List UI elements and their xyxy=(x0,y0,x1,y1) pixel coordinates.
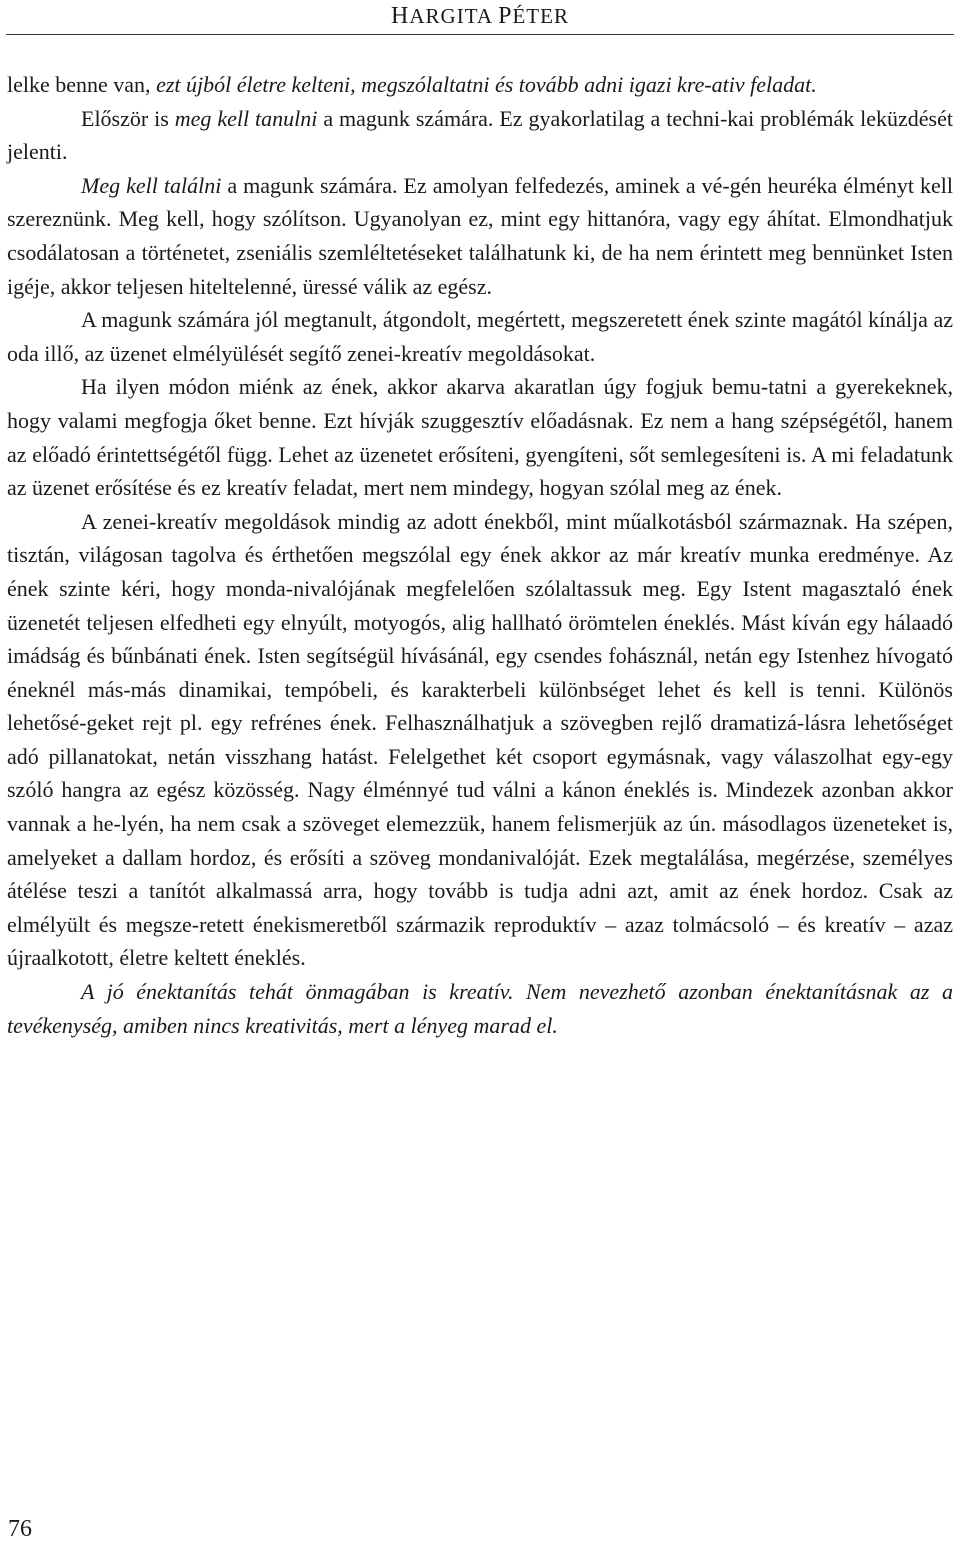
paragraph xyxy=(7,975,953,1042)
text-run: a magunk számára. Ez amolyan felfedezés, aminek a vé-gén heuréka élményt kell szereznünk. Meg kell, hogy szólítson. Ugyanolyan ez, mint egy hittanóra, vagy egy áhítat. Elmondhatjuk csodálatosan a történetet, zseniális szemléltetéseket találhatunk ki, de ha nem érintett meg bennünket Isten igéje, akkor teljesen hiteltelenné, üressé válik az egész. xyxy=(7,172,954,299)
header-title-initial-h: H xyxy=(391,3,410,29)
italic-text: Meg kell találni xyxy=(81,172,222,198)
text-run: A zenei-kreatív megoldások mindig az adott énekből, mint műalkotásból származnak. Ha szépen, tisztán, világosan tagolva és érthetően megszólal egy ének akkor az már kreatív munka eredménye. Az ének szinte kéri, hogy monda-nivalójának megfelelően szólaltassuk meg. Egy Istent magasztaló ének üzenetét teljesen elfedheti egy elnyúlt, motyogós, alig hallható örömtelen éneklés. Mást kíván egy hálaadó imádság és bűnbánati ének. Isten segítségül hívásánál, egy csendes fohásznál, netán egy Istenhez hívogató éneknél más-más dinamikai, tempóbeli, és karakterbeli különbséget lehet és kell is tenni. Különös lehetősé-geket rejt pl. egy refrénes ének. Felhasználhatjuk a szövegben rejlő dramatizá-lásra lehetőséget adó pillanatokat, netán visszhang hatást. Felelgethet két csoport egymásnak, vagy válaszolhat egy-egy szóló hangra az egész közösség. Nagy élménnyé tud válni a kánon éneklés is. Mindezek azonban akkor vannak a he-lyén, ha nem csak a szöveget elemezzük, hanem felismerjük az ún. másodlagos üzeneteket is, amelyeket a dallam hordoz, és erősíti a szöveg mondanivalóját. Ezek megtalálása, megérzése, személyes átélése teszi a tanítót alkalmassá arra, hogy tovább is tudja adni azt, amit az ének hordoz. Csak az elmélyült és megsze-retett énekismeretből származik reproduktív – azaz tolmácsoló – és kreatív – azaz újraalkotott, életre keltett éneklés. xyxy=(7,508,953,971)
page-number: 76 xyxy=(8,1516,32,1542)
header-divider xyxy=(6,34,954,35)
header-title-initial-p: P xyxy=(498,3,513,29)
paragraph xyxy=(7,303,953,370)
body-text xyxy=(7,68,953,1042)
italic-text: ezt újból életre kelteni, megszólaltatni és tovább adni igazi kre-ativ feladat. xyxy=(156,72,817,97)
paragraph xyxy=(7,102,953,169)
header-title-rest-2: ÉTER xyxy=(512,4,569,28)
running-header xyxy=(0,0,960,44)
text-run: a magunk számára. Ez gyakorlatilag a techni-kai problémák leküzdését jelenti. xyxy=(7,105,953,165)
header-title xyxy=(0,3,960,30)
paragraph xyxy=(7,505,953,975)
paragraph xyxy=(7,169,953,303)
paragraph xyxy=(7,370,953,504)
text-run: lelke benne van, xyxy=(7,72,157,97)
italic-text: A jó énektanítás tehát önmagában is kreatív. Nem nevezhető azonban énektanításnak az a tevékenység, amiben nincs kreativitás, mert a lényeg marad el. xyxy=(7,979,953,1038)
text-run: Először is xyxy=(81,105,175,131)
text-run: A magunk számára jól megtanult, átgondolt, megértett, megszeretett ének szinte magától kínálja az oda illő, az üzenet elmélyülését segítő zenei-kreatív megoldásokat. xyxy=(7,307,953,366)
text-run: Ha ilyen módon miénk az ének, akkor akarva akaratlan úgy fogjuk bemu-tatni a gyerekeknek, hogy valami megfogja őket benne. Ezt hívják szuggesztív előadásnak. Ez nem a hang szépségétől, hanem az előadó érintettségétől függ. Lehet az üzenetet erősíteni, gyengíteni, sőt semlegesíteni is. A mi feladatunk az üzenet erősítése és ez kreatív feladat, mert nem mindegy, hogyan szólal meg az ének. xyxy=(7,374,953,501)
italic-text: meg kell tanulni xyxy=(174,105,318,131)
paragraph xyxy=(7,68,953,102)
header-title-rest-1: ARGITA xyxy=(409,4,499,28)
